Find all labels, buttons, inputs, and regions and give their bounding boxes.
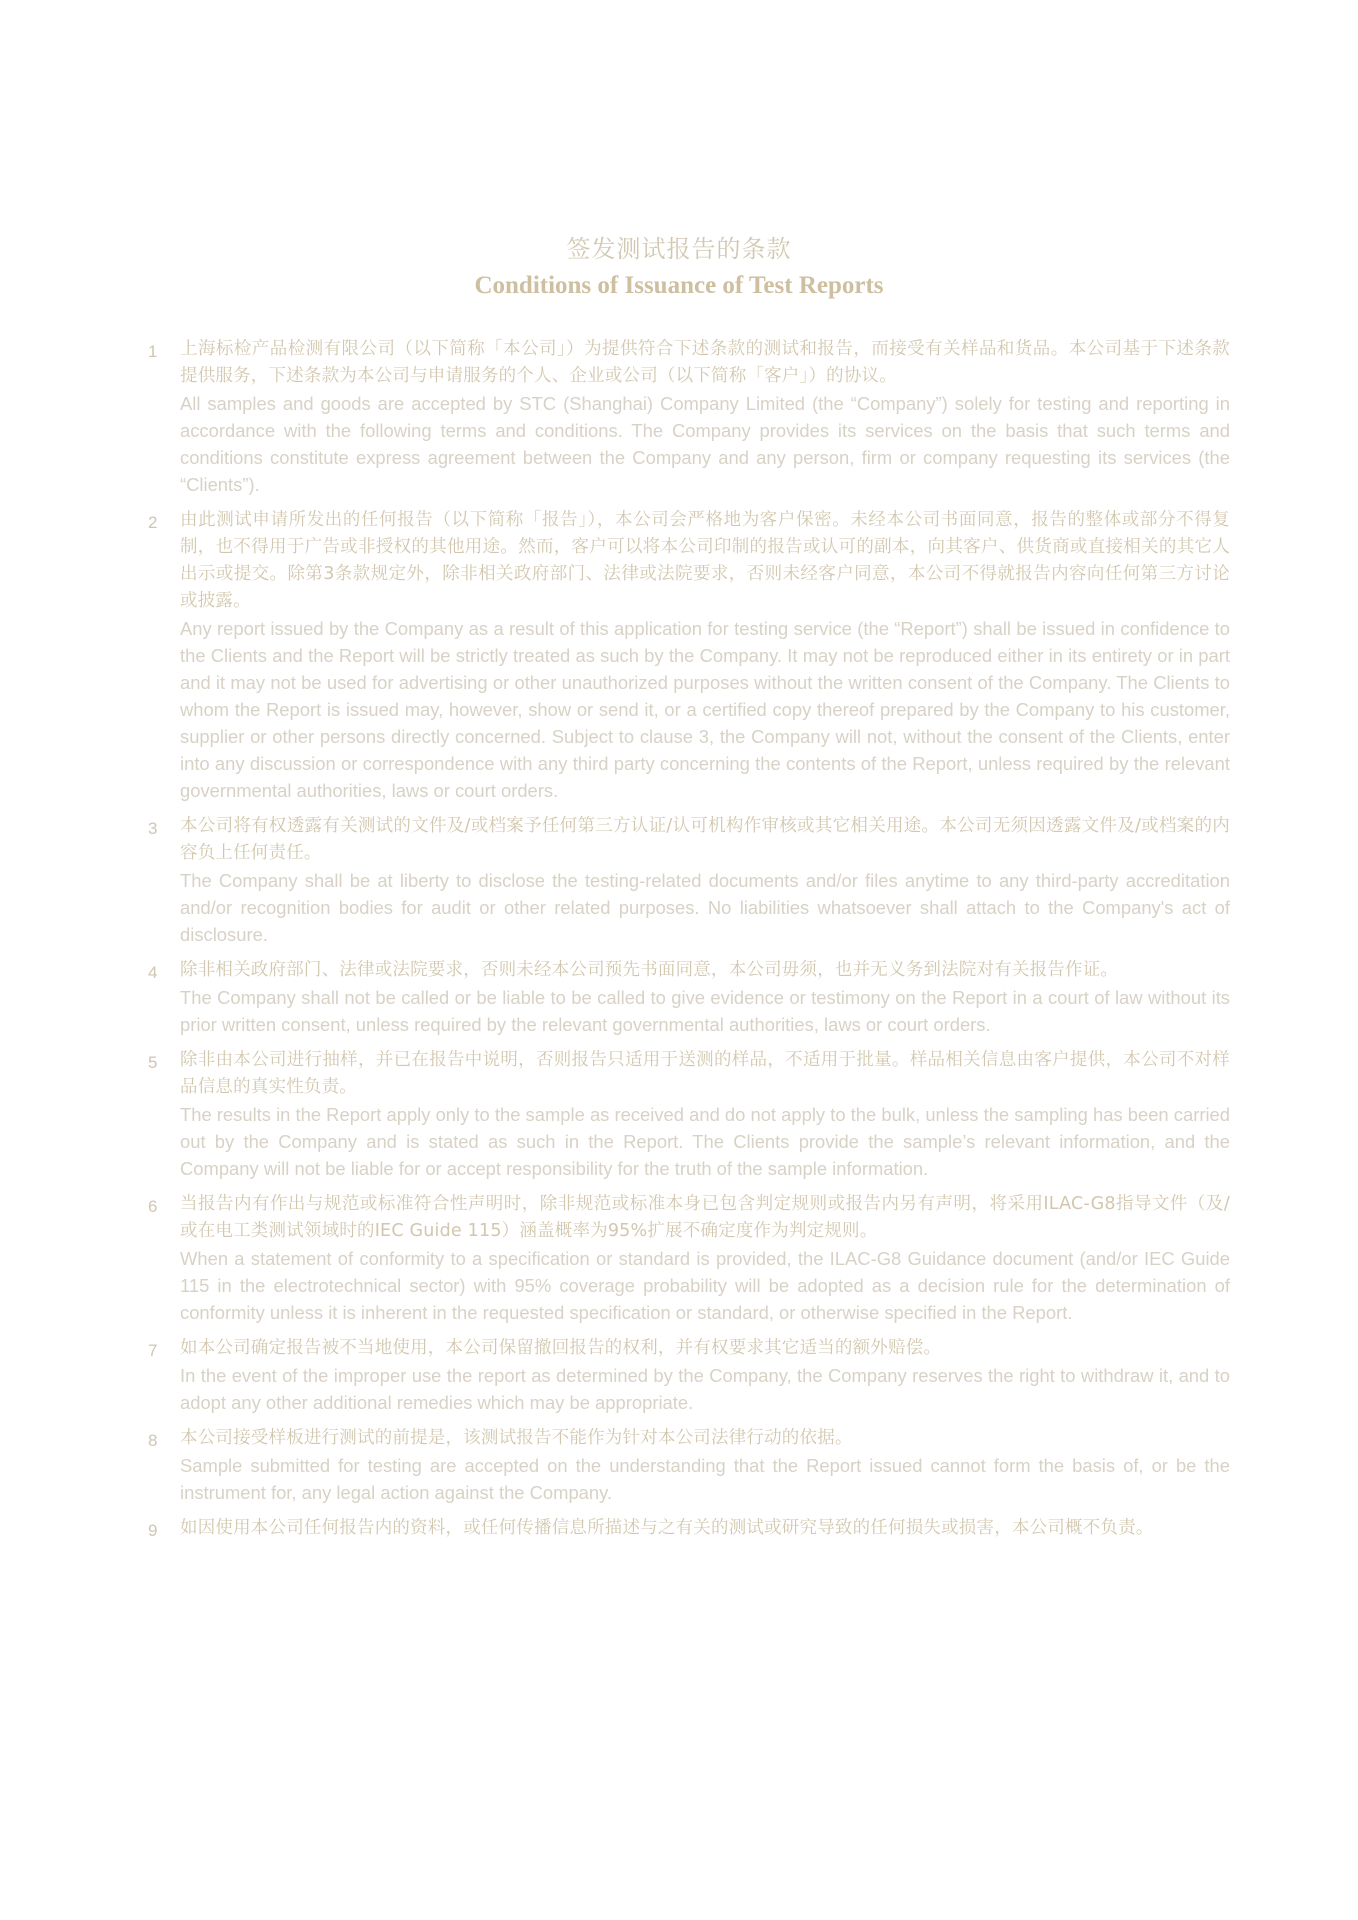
clause-text-chinese: 除非相关政府部门、法律或法院要求，否则未经本公司预先书面同意，本公司毋须，也并无义务到法院对有关报告作证。 [180,960,1119,980]
clause-1 [148,336,1230,498]
clause-6 [148,1191,1230,1326]
clause-text-chinese: 本公司接受样板进行测试的前提是，该测试报告不能作为针对本公司法律行动的依据。 [180,1428,853,1448]
clause-9 [148,1515,1230,1542]
clause-3 [148,813,1230,948]
clause-text-english: Sample submitted for testing are accepted on the understanding that the Report issued cannot form the basis of, or be the instrument for, any legal action against the Company. [180,1455,1230,1503]
clause-text-chinese: 本公司将有权透露有关测试的文件及/或档案予任何第三方认证/认可机构作审核或其它相关用途。本公司无须因透露文件及/或档案的内容负上任何责任。 [180,816,1230,863]
clause-number: 2 [148,513,158,532]
clause-4 [148,957,1230,1038]
clause-text-chinese: 上海标检产品检测有限公司（以下简称「本公司」）为提供符合下述条款的测试和报告，而接受有关样品和货品。本公司基于下述条款提供服务，下述条款为本公司与申请服务的个人、企业或公司（以下简称「客户」）的协议。 [180,339,1230,386]
clause-number: 6 [148,1197,158,1216]
clause-number: 8 [148,1431,158,1450]
clause-text-chinese: 当报告内有作出与规范或标准符合性声明时，除非规范或标准本身已包含判定规则或报告内另有声明，将采用ILAC-G8指导文件（及/或在电工类测试领域时的IEC Guide 115）涵盖概率为95%扩展不确定度作为判定规则。 [180,1194,1230,1241]
clause-2 [148,507,1230,804]
clause-number: 9 [148,1521,158,1540]
clause-text-chinese: 如本公司确定报告被不当地使用，本公司保留撤回报告的权利，并有权要求其它适当的额外赔偿。 [180,1338,942,1358]
title-block [0,232,1358,304]
clause-text-english: All samples and goods are accepted by STC (Shanghai) Company Limited (the “Company”) solely for testing and reporting in accordance with the following terms and conditions. The Company provides its services on the basis that such terms and conditions constitute express agreement between the Company and any person, firm or company requesting its services (the “Clients”). [180,393,1230,495]
clause-number: 5 [148,1053,158,1072]
clause-number: 1 [148,342,158,361]
clause-number: 7 [148,1341,158,1360]
clause-text-english: The Company shall not be called or be liable to be called to give evidence or testimony on the Report in a court of law without its prior written consent, unless required by the relevant governmental authorities, laws or court orders. [180,987,1230,1035]
page-title-english: Conditions of Issuance of Test Reports [474,272,884,299]
clause-text-english: The results in the Report apply only to the sample as received and do not apply to the bulk, unless the sampling has been carried out by the Company and is stated as such in the Report. The Clients provide the sample’s relevant information, and the Company will not be liable for or accept responsibility for the truth of the sample information. [180,1104,1230,1179]
clause-text-chinese: 由此测试申请所发出的任何报告（以下简称「报告」），本公司会严格地为客户保密。未经本公司书面同意，报告的整体或部分不得复制，也不得用于广告或非授权的其他用途。然而，客户可以将本公司印制的报告或认可的副本，向其客户、供货商或直接相关的其它人出示或提交。除第3条款规定外，除非相关政府部门、法律或法院要求，否则未经客户同意，本公司不得就报告内容向任何第三方讨论或披露。 [180,510,1230,611]
clause-text-english: Any report issued by the Company as a result of this application for testing service (the “Report”) shall be issued in confidence to the Clients and the Report will be strictly treated as such by the Company. It may not be reproduced either in its entirety or in part and it may not be used for advertising or other unauthorized purposes without the written consent of the Company. The Clients to whom the Report is issued may, however, show or send it, or a certified copy thereof prepared by the Company to his customer, supplier or other persons directly concerned. Subject to clause 3, the Company will not, without the consent of the Clients, enter into any discussion or correspondence with any third party concerning the contents of the Report, unless required by the relevant governmental authorities, laws or court orders. [180,618,1230,801]
clause-number: 3 [148,819,158,838]
clause-text-chinese: 除非由本公司进行抽样，并已在报告中说明，否则报告只适用于送测的样品，不适用于批量。样品相关信息由客户提供，本公司不对样品信息的真实性负责。 [180,1050,1230,1097]
clauses-list [148,336,1230,1551]
clause-5 [148,1047,1230,1182]
clause-8 [148,1425,1230,1506]
clause-text-english: The Company shall be at liberty to disclose the testing-related documents and/or files anytime to any third-party accreditation and/or recognition bodies for audit or other related purposes. No liabilities whatsoever shall attach to the Company's act of disclosure. [180,870,1230,945]
clause-7 [148,1335,1230,1416]
clause-text-chinese: 如因使用本公司任何报告内的资料，或任何传播信息所描述与之有关的测试或研究导致的任何损失或损害，本公司概不负责。 [180,1518,1154,1538]
page-title-chinese: 签发测试报告的条款 [566,235,792,263]
clause-text-english: When a statement of conformity to a specification or standard is provided, the ILAC-G8 Guidance document (and/or IEC Guide 115 in the electrotechnical sector) with 95% coverage probability will be adopted as a decision rule for the determination of conformity unless it is inherent in the requested specification or standard, or otherwise specified in the Report. [180,1248,1230,1323]
clause-text-english: In the event of the improper use the report as determined by the Company, the Company reserves the right to withdraw it, and to adopt any other additional remedies which may be appropriate. [180,1365,1230,1413]
clause-number: 4 [148,963,158,982]
